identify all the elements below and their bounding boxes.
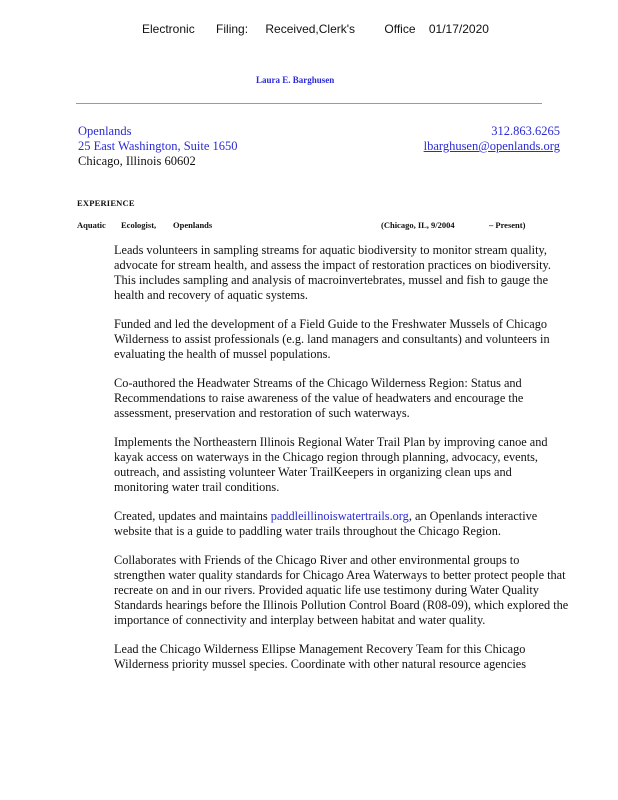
job-org: Openlands [173, 220, 213, 230]
job-title-word2: Ecologist, [121, 220, 157, 230]
paragraph-4: Implements the Northeastern Illinois Regional Water Trail Plan by improving canoe and kayak access on waterways in the Chicago region through planning, advocacy, events, outreach, and assisting volunteer Water TrailKeepers in organizing clean ups and monitoring water trail conditions. [114, 435, 548, 494]
contact-row-city [78, 154, 552, 169]
paragraph-7: Lead the Chicago Wilderness Ellipse Management Recovery Team for this Chicago Wilderness priority mussel species. Coordinate with other natural resource agencies [114, 642, 527, 671]
filing-word-electronic: Electronic [142, 22, 195, 36]
paragraph-5-text-b: , an Openlands interactive website that is a guide to paddling water trails throughout the Chicago Region. [114, 509, 538, 538]
paragraph-3: Co-authored the Headwater Streams of the Chicago Wilderness Region: Status and Recommendations to raise awareness of the value of headwaters and encourage the assessment, preservation and restoration of such waterways. [114, 376, 524, 420]
org-name: Openlands [78, 124, 132, 138]
phone-number: 312.863.6265 [491, 124, 560, 138]
street-address: 25 East Washington, Suite 1650 [78, 139, 238, 153]
job-line [77, 220, 547, 232]
job-end-date: – Present) [489, 220, 526, 230]
paragraph-5 [114, 509, 569, 539]
city-state-zip: Chicago, Illinois 60602 [78, 154, 196, 168]
paragraph-6: Collaborates with Friends of the Chicago River and other environmental groups to strengthen water quality standards for Chicago Area Waterways to better protect people that recreate on and in our rivers. Provided aquatic life use testimony during Water Quality Standards hearings before the Illinois Pollution Control Board (R08-09), which explored the importance of connectivity and interplay between habitat and water quality. [114, 553, 569, 627]
author-name: Laura E. Barghusen [256, 75, 335, 85]
job-location-date: (Chicago, IL, 9/2004 [381, 220, 455, 230]
experience-heading: EXPERIENCE [77, 198, 135, 208]
paragraph-2: Funded and led the development of a Field Guide to the Freshwater Mussels of Chicago Wilderness to assist professionals (e.g. land managers and consultants) and volunteers in evaluating the health of mussel populations. [114, 317, 550, 361]
header-divider [76, 103, 542, 104]
contact-row-org [78, 124, 560, 139]
filing-word-office: Office [384, 22, 416, 36]
paragraph-5-text-a: Created, updates and maintains [114, 509, 271, 523]
filing-word-filing: Filing: [216, 22, 249, 36]
paddle-website-link[interactable]: paddleillinoiswatertrails.org [270, 509, 409, 523]
job-title-word1: Aquatic [77, 220, 106, 230]
experience-bullets [114, 243, 569, 686]
contact-row-address [78, 139, 560, 154]
filing-stamp [142, 22, 489, 36]
email-link[interactable]: lbarghusen@openlands.org [423, 139, 560, 153]
paragraph-1: Leads volunteers in sampling streams for aquatic biodiversity to monitor stream quality, advocate for stream health, and assess the impact of restoration practices on biodiversity. This includes sampling and analysis of macroinvertebrates, mussel and fish to gauge the health and recovery of aquatic systems. [114, 243, 551, 302]
filing-word-received: Received,Clerk's [265, 22, 356, 36]
filing-date: 01/17/2020 [428, 22, 489, 36]
